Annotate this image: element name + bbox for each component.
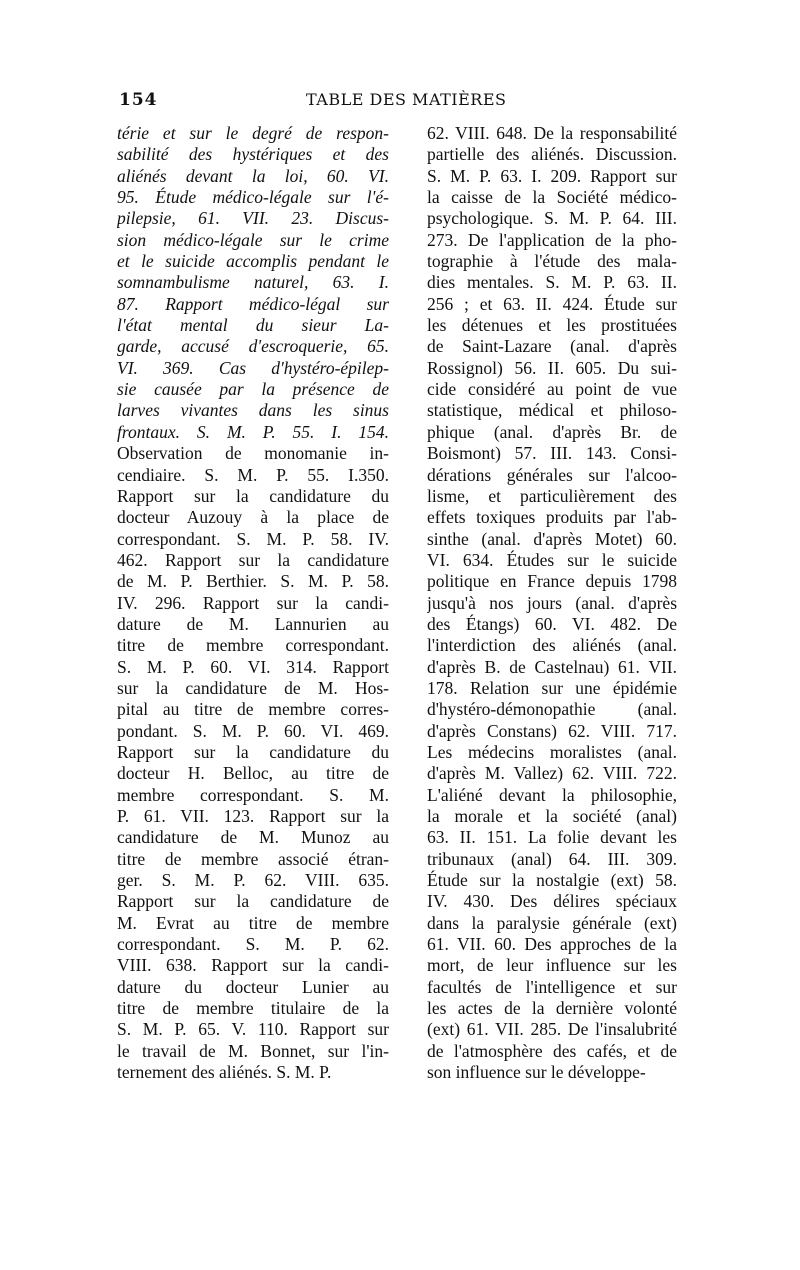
text-line: de l'atmosphère des cafés, et de — [427, 1040, 677, 1061]
text-line: frontaux. S. M. P. 55. I. 154. — [117, 421, 389, 442]
text-line: Rapport sur la candidature du — [117, 741, 389, 762]
text-line: L'aliéné devant la philosophie, — [427, 784, 677, 805]
text-line: statistique, médical et philoso- — [427, 400, 677, 421]
text-line: les détenues et les prostituées — [427, 315, 677, 336]
text-line: d'après Constans) 62. VIII. 717. — [427, 720, 677, 741]
text-line: la caisse de la Société médico- — [427, 187, 677, 208]
text-line: partielle des aliénés. Discussion. — [427, 144, 677, 165]
text-line: le travail de M. Bonnet, sur l'in- — [117, 1040, 389, 1061]
text-line: phique (anal. d'après Br. de — [427, 421, 677, 442]
text-line: d'après M. Vallez) 62. VIII. 722. — [427, 763, 677, 784]
text-line: (ext) 61. VII. 285. De l'insalubrité — [427, 1019, 677, 1040]
text-line: Les médecins moralistes (anal. — [427, 741, 677, 762]
text-line: cide considéré au point de vue — [427, 379, 677, 400]
text-line: Boismont) 57. III. 143. Consi- — [427, 443, 677, 464]
text-line: S. M. P. 60. VI. 314. Rapport — [117, 656, 389, 677]
text-line: psychologique. S. M. P. 64. III. — [427, 208, 677, 229]
running-head: TABLE DES MATIÈRES — [306, 90, 507, 109]
text-line: l'interdiction des aliénés (anal. — [427, 635, 677, 656]
left-column — [117, 123, 389, 1083]
text-line: dature du docteur Lunier au — [117, 976, 389, 997]
text-line: l'état mental du sieur La- — [117, 315, 389, 336]
text-line: pondant. S. M. P. 60. VI. 469. — [117, 720, 389, 741]
text-line: somnambulisme naturel, 63. I. — [117, 272, 389, 293]
text-line: lisme, et particulièrement des — [427, 485, 677, 506]
text-line: titre de membre associé étran- — [117, 848, 389, 869]
text-line: 61. VII. 60. Des approches de la — [427, 934, 677, 955]
text-line: la morale et la société (anal) — [427, 806, 677, 826]
text-line: Observation de monomanie in- — [117, 443, 389, 464]
page-number: 154 — [119, 90, 158, 110]
text-line: tribunaux (anal) 64. III. 309. — [427, 848, 677, 869]
text-line: ger. S. M. P. 62. VIII. 635. — [117, 870, 389, 891]
text-line: 256 ; et 63. II. 424. Étude sur — [427, 293, 677, 314]
text-line: 63. II. 151. La folie devant les — [427, 827, 677, 848]
text-line: docteur Auzouy à la place de — [117, 507, 389, 528]
text-line: correspondant. S. M. P. 62. — [117, 934, 389, 955]
text-line: 62. VIII. 648. De la responsabilité — [427, 123, 677, 143]
text-line: cendiaire. S. M. P. 55. I.350. — [117, 464, 389, 485]
text-line: VIII. 638. Rapport sur la candi- — [117, 955, 389, 976]
text-line: garde, accusé d'escroquerie, 65. — [117, 336, 389, 357]
text-line: membre correspondant. S. M. — [117, 784, 389, 805]
text-line: IV. 296. Rapport sur la candi- — [117, 592, 389, 613]
text-line: pital au titre de membre corres- — [117, 699, 389, 720]
text-line: 273. De l'application de la pho- — [427, 229, 677, 250]
text-line: VI. 369. Cas d'hystéro-épilep- — [117, 357, 389, 378]
text-line: de Saint-Lazare (anal. d'après — [427, 336, 677, 357]
text-line: dans la paralysie générale (ext) — [427, 912, 677, 933]
text-line: 87. Rapport médico-légal sur — [117, 293, 389, 314]
text-line: mort, de leur influence sur les — [427, 955, 677, 976]
text-line: Rapport sur la candidature du — [117, 485, 389, 506]
text-line: pilepsie, 61. VII. 23. Discus- — [117, 208, 389, 229]
text-line: jusqu'à nos jours (anal. d'après — [427, 592, 677, 613]
text-line: titre de membre correspondant. — [117, 635, 389, 656]
text-line: ternement des aliénés. S. M. P. — [117, 1062, 332, 1083]
text-line: Rossignol) 56. II. 605. Du sui- — [427, 357, 677, 378]
text-line: sabilité des hystériques et des — [117, 144, 389, 165]
text-line: correspondant. S. M. P. 58. IV. — [117, 528, 389, 549]
text-line: dérations générales sur l'alcoo- — [427, 464, 677, 485]
text-line: M. Evrat au titre de membre — [117, 912, 389, 933]
text-line: P. 61. VII. 123. Rapport sur la — [117, 806, 389, 826]
text-line: térie et sur le degré de respon- — [117, 123, 389, 143]
text-line: effets toxiques produits par l'ab- — [427, 507, 677, 528]
text-line: S. M. P. 63. I. 209. Rapport sur — [427, 165, 677, 186]
text-line: sie causée par la présence de — [117, 379, 389, 400]
text-line: titre de membre titulaire de la — [117, 998, 389, 1019]
text-line: sur la candidature de M. Hos- — [117, 677, 389, 698]
text-line: politique en France depuis 1798 — [427, 571, 677, 592]
text-line: Rapport sur la candidature de — [117, 891, 389, 912]
text-line: d'hystéro-démonopathie (anal. — [427, 699, 677, 720]
text-line: 178. Relation sur une épidémie — [427, 677, 677, 698]
text-line: larves vivantes dans les sinus — [117, 400, 389, 421]
text-line: son influence sur le développe- — [427, 1062, 646, 1083]
text-line: 95. Étude médico-légale sur l'é- — [117, 187, 389, 208]
text-line: de M. P. Berthier. S. M. P. 58. — [117, 571, 389, 592]
text-line: S. M. P. 65. V. 110. Rapport sur — [117, 1019, 389, 1040]
text-line: dies mentales. S. M. P. 63. II. — [427, 272, 677, 293]
text-line: d'après B. de Castelnau) 61. VII. — [427, 656, 677, 677]
text-line: sion médico-légale sur le crime — [117, 229, 389, 250]
text-line: dature de M. Lannurien au — [117, 613, 389, 634]
text-line: et le suicide accomplis pendant le — [117, 251, 389, 272]
text-line: 462. Rapport sur la candidature — [117, 549, 389, 570]
text-line: les actes de la dernière volonté — [427, 998, 677, 1019]
text-line: candidature de M. Munoz au — [117, 827, 389, 848]
text-line: aliénés devant la loi, 60. VI. — [117, 165, 389, 186]
text-line: sinthe (anal. d'après Motet) 60. — [427, 528, 677, 549]
text-line: Étude sur la nostalgie (ext) 58. — [427, 870, 677, 891]
text-line: tographie à l'étude des mala- — [427, 251, 677, 272]
text-line: docteur H. Belloc, au titre de — [117, 763, 389, 784]
text-line: facultés de l'intelligence et sur — [427, 976, 677, 997]
right-column — [427, 123, 677, 1083]
text-line: IV. 430. Des délires spéciaux — [427, 891, 677, 912]
text-line: VI. 634. Études sur le suicide — [427, 549, 677, 570]
text-line: des Étangs) 60. VI. 482. De — [427, 613, 677, 634]
